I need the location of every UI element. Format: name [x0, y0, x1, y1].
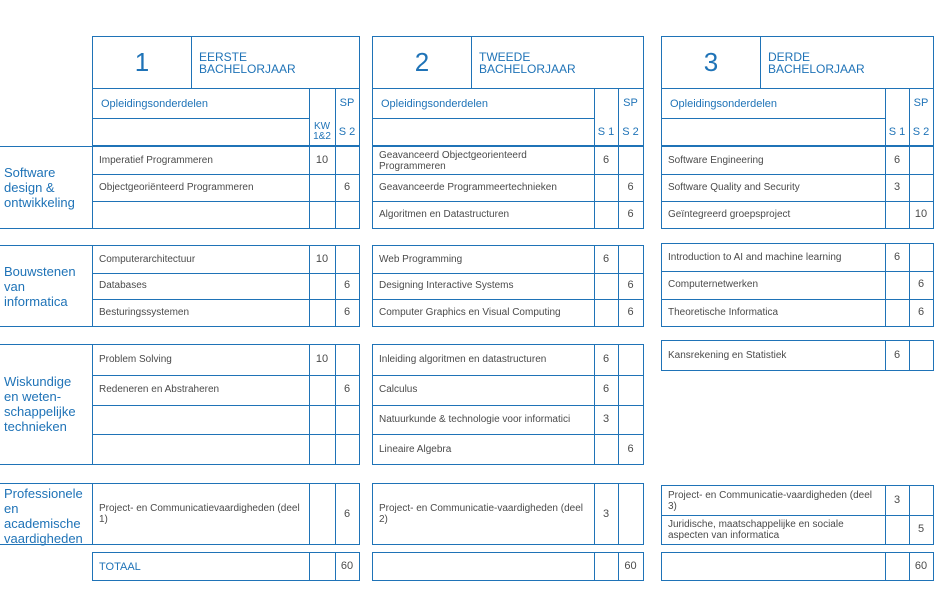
category-label: Bouwstenen van informatica — [4, 264, 76, 309]
credits-period-a — [885, 299, 909, 326]
course-name: Geavanceerd Objectgeorienteerd Programmeren — [379, 149, 527, 172]
credits-period-a: 3 — [602, 507, 610, 520]
course-name: Project- en Communicatie-vaardigheden (deel 3) — [668, 489, 872, 512]
total-label: TOTAAL — [99, 560, 141, 573]
credits-period-a: 6 — [893, 349, 901, 361]
credits-period-b: 6 — [917, 278, 925, 291]
y2-wisk-section — [372, 344, 644, 465]
credits-period-b — [618, 484, 643, 544]
credits-period-a — [885, 201, 909, 228]
y1-bouw-section — [92, 245, 360, 327]
y3-sw-section — [661, 146, 934, 229]
course-name: Software Quality and Security — [668, 182, 800, 193]
category-block — [0, 344, 93, 465]
credits-period-b — [618, 405, 643, 435]
course-name: Databases — [99, 280, 147, 292]
course-name: Designing Interactive Systems — [379, 280, 514, 292]
category-block — [0, 245, 93, 327]
credits-period-a — [309, 484, 335, 544]
period-b-label: S 2 — [622, 126, 639, 138]
credits-period-b: 10 — [914, 208, 928, 220]
course-name: Problem Solving — [99, 354, 172, 366]
course-name: Calculus — [379, 384, 418, 396]
credits-period-b — [909, 244, 933, 271]
y3-bouw-section — [661, 243, 934, 327]
credits-period-b — [909, 147, 933, 174]
course-name: Computernetwerken — [668, 279, 759, 291]
year-number: 3 — [703, 47, 719, 77]
sp-label: SP — [623, 97, 638, 109]
credits-period-b: 60 — [914, 560, 928, 572]
course-name: Web Programming — [379, 253, 463, 265]
courses-header: Opleidingsonderdelen — [101, 97, 209, 110]
y2-prof-section — [372, 483, 644, 545]
credits-period-a — [594, 174, 618, 201]
total-label — [379, 553, 589, 580]
credits-period-b — [618, 375, 643, 405]
credits-period-a — [309, 273, 335, 300]
credits-period-a — [594, 299, 618, 326]
y3-total-section — [661, 552, 934, 581]
y3-prof-section — [661, 485, 934, 545]
credits-period-a: 3 — [602, 412, 610, 425]
year-1-header — [92, 36, 360, 89]
credits-period-a — [309, 375, 335, 405]
credits-period-b — [618, 147, 643, 174]
year-title-line1: DERDE — [768, 50, 811, 64]
credits-period-a — [309, 553, 335, 580]
total-label — [668, 553, 880, 580]
course-name — [99, 405, 304, 435]
period-a-label: KW 1&2 — [313, 121, 331, 142]
year-1-subheader — [92, 89, 360, 146]
course-name: Objectgeoriënteerd Programmeren — [99, 182, 254, 193]
credits-period-b: 6 — [627, 181, 634, 193]
course-name — [99, 434, 304, 464]
credits-period-a: 3 — [893, 181, 901, 193]
y3-wisk-section — [661, 340, 934, 371]
credits-period-b — [335, 147, 359, 174]
credits-period-a — [885, 271, 909, 298]
y1-total-section — [92, 552, 360, 581]
credits-period-b: 6 — [627, 279, 634, 292]
credits-period-a: 6 — [602, 353, 610, 366]
year-title-line2: BACHELORJAAR — [768, 62, 865, 76]
credits-period-a: 6 — [893, 251, 901, 264]
category-label: Professionele en academische vaardigheden — [4, 486, 83, 546]
course-name: Software Engineering — [668, 155, 764, 166]
course-name: Lineaire Algebra — [379, 443, 452, 455]
category-block — [0, 146, 93, 229]
credits-period-a: 10 — [315, 154, 329, 166]
credits-period-a: 3 — [893, 494, 901, 506]
credits-period-a — [885, 553, 909, 580]
year-2-subheader — [372, 89, 644, 146]
credits-period-a: 6 — [602, 252, 610, 265]
category-label: Wiskundige en weten-schappelijke technieken — [4, 374, 76, 434]
year-title — [199, 51, 296, 75]
period-a-label: S 1 — [888, 126, 906, 138]
credits-period-b: 5 — [917, 523, 925, 535]
credits-period-b: 60 — [624, 560, 637, 572]
credits-period-a — [594, 553, 618, 580]
credits-period-b: 6 — [627, 306, 634, 319]
credits-period-b — [618, 246, 643, 273]
course-name: Imperatief Programmeren — [99, 155, 213, 166]
courses-header: Opleidingsonderdelen — [381, 97, 489, 110]
course-name: Theoretische Informatica — [668, 306, 779, 318]
course-name: Project- en Communicatievaardigheden (deel 1) — [99, 503, 300, 525]
year-title — [768, 51, 865, 75]
credits-period-b: 6 — [343, 306, 351, 319]
credits-period-a — [594, 273, 618, 300]
year-2-header — [372, 36, 644, 89]
course-name — [99, 201, 304, 228]
period-b-label: S 2 — [338, 126, 356, 138]
year-title-line2: BACHELORJAAR — [479, 62, 576, 76]
year-number: 1 — [134, 47, 150, 77]
credits-period-b: 6 — [627, 442, 634, 455]
y2-bouw-section — [372, 245, 644, 327]
year-title — [479, 51, 576, 75]
year-3-header — [661, 36, 934, 89]
credits-period-a — [309, 299, 335, 326]
year-title-line1: TWEEDE — [479, 50, 531, 64]
period-a-label: S 1 — [597, 126, 615, 138]
credits-period-b — [909, 486, 933, 515]
course-name: Geïntegreerd groepsproject — [668, 209, 791, 220]
courses-header: Opleidingsonderdelen — [670, 97, 778, 110]
credits-period-b — [909, 174, 933, 201]
course-name: Inleiding algoritmen en datastructuren — [379, 354, 547, 366]
y2-sw-section — [372, 146, 644, 229]
y2-total-section — [372, 552, 644, 581]
credits-period-b — [335, 434, 359, 464]
credits-period-b — [335, 345, 359, 375]
category-label: Software design & ontwikkeling — [4, 165, 75, 210]
credits-period-a — [309, 434, 335, 464]
sp-label: SP — [913, 97, 929, 109]
credits-period-a: 6 — [893, 154, 901, 166]
credits-period-a: 6 — [602, 383, 610, 396]
year-number: 2 — [414, 47, 430, 77]
course-name: Redeneren en Abstraheren — [99, 384, 220, 396]
credits-period-a: 6 — [602, 154, 610, 166]
period-b-label: S 2 — [912, 126, 930, 138]
credits-period-b: 6 — [343, 279, 351, 292]
credits-period-b — [618, 345, 643, 375]
course-name: Geavanceerde Programmeertechnieken — [379, 182, 557, 193]
course-name: Algoritmen en Datastructuren — [379, 209, 510, 220]
y1-prof-section — [92, 483, 360, 545]
credits-period-a — [594, 201, 618, 228]
credits-period-b: 6 — [343, 507, 351, 520]
course-name: Computer Graphics en Visual Computing — [379, 307, 561, 319]
credits-period-b — [335, 246, 359, 273]
credits-period-b — [909, 341, 933, 370]
course-name: Computerarchitectuur — [99, 253, 196, 265]
credits-period-b: 6 — [627, 208, 634, 220]
credits-period-a: 10 — [315, 353, 329, 366]
y1-sw-section — [92, 146, 360, 229]
credits-period-a — [309, 174, 335, 201]
credits-period-a — [594, 434, 618, 464]
credits-period-a — [309, 405, 335, 435]
credits-period-a — [885, 515, 909, 544]
course-name: Project- en Communicatie-vaardigheden (deel 2) — [379, 503, 583, 525]
course-name: Kansrekening en Statistiek — [668, 350, 787, 361]
credits-period-b: 6 — [917, 305, 925, 318]
credits-period-a: 10 — [315, 252, 329, 265]
credits-period-b — [335, 201, 359, 228]
course-name: Juridische, maatschappelijke en sociale aspecten van informatica — [668, 518, 844, 541]
year-title-line2: BACHELORJAAR — [199, 62, 296, 76]
course-name: Natuurkunde & technologie voor informatici — [379, 413, 571, 425]
credits-period-b: 6 — [343, 383, 351, 396]
category-block — [0, 483, 93, 545]
course-name: Besturingssystemen — [99, 307, 190, 319]
credits-period-b — [335, 405, 359, 435]
y1-wisk-section — [92, 344, 360, 465]
credits-period-b: 60 — [340, 560, 354, 572]
year-3-subheader — [661, 89, 934, 146]
sp-label: SP — [339, 97, 355, 109]
credits-period-b: 6 — [343, 181, 351, 193]
year-title-line1: EERSTE — [199, 50, 248, 64]
credits-period-a — [309, 201, 335, 228]
course-name: Introduction to AI and machine learning — [668, 252, 842, 264]
